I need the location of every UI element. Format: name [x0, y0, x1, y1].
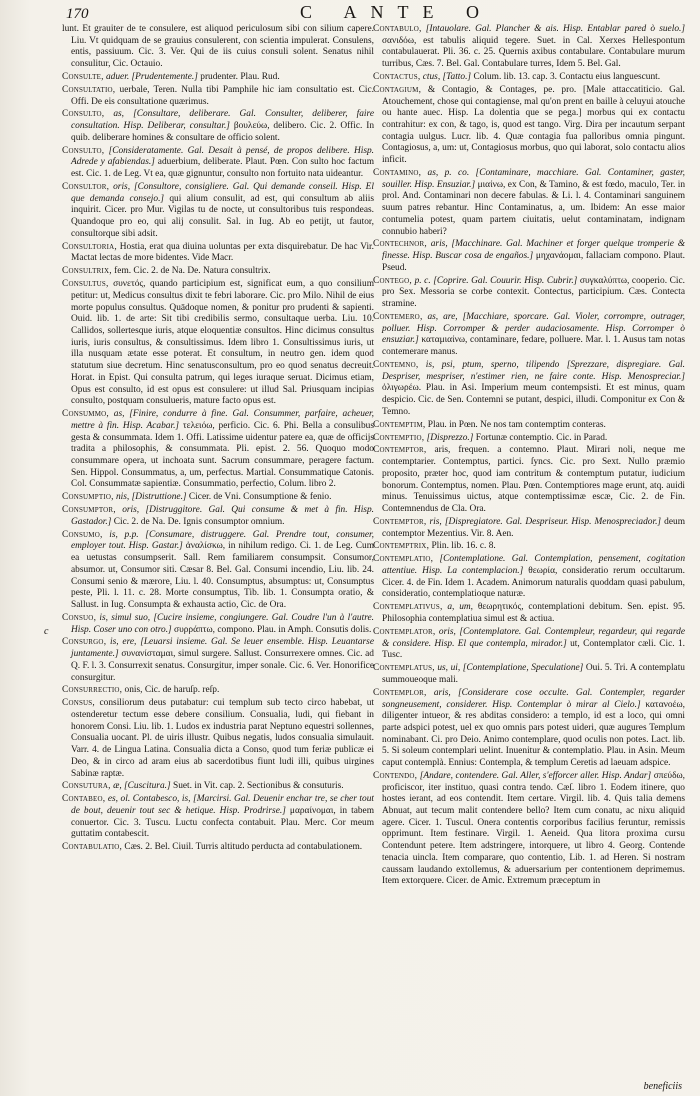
dictionary-entry [373, 663, 685, 686]
entry-translations: is, simul suo, [Cucire insieme, congiungere. Gal. Coudre l'un à l'autre. Hisp. Coser uno con otro.] [71, 612, 374, 635]
dictionary-entry [62, 72, 374, 84]
entry-body: Cic. 2. de Na. De. Ignis consumptor omnium. [113, 516, 285, 527]
entry-translations: [Andare, contendere. Gal. Aller, s'efforcer aller. Hisp. Andar] [419, 770, 652, 781]
entry-translations: es, ol. Contabesco, is, [Marcirsi. Gal. Deuenir enchar tre, se cher tout de bout, deuenir tout sec & hetique. Hisp. Prodrirse.] [71, 794, 374, 817]
entry-body: deum contemptor Mezentius. Vir. 8. Aen. [382, 516, 685, 539]
entry-translations: as, [Finire, condurre à fine. Gal. Consummer, parfaire, acheuer, mettre à fin. Hisp. Acabar.] [71, 409, 374, 431]
entry-headword: Consumo, [62, 529, 103, 540]
entry-body: σανιδόω, est tabulis aliquid tegere. Suet. in Cal. Xerxes Hellespontum contabulauerat. Pli. 36. c. 25. Quernis axibus contabulare. Contabulare murum turribus, Cæs. 7. Bel. Gal. Contabulare turres, Idem 5. Bel. Gal. [382, 35, 685, 70]
entry-headword: Contamino, [373, 168, 422, 178]
dictionary-entry [373, 85, 685, 167]
entry-body: Cicer. de Vni. Consumptione & fenio. [188, 492, 332, 503]
entry-translations: p. c. [Coprire. Gal. Couurir. Hisp. Cubrir.] [414, 275, 578, 286]
entry-headword: Consultrix, [62, 266, 112, 277]
dictionary-entry [62, 266, 374, 278]
entry-headword: Contemno, [373, 360, 419, 370]
entry-body: onis, Cic. de haruſp. reſp. [124, 685, 220, 696]
entry-body: uerbale, Teren. Nulla tibi Pamphile hic iam consultatio est. Cic. Offi. De eis consultatione quærimus. [71, 84, 374, 107]
entry-body: συγκαλύπτω, cooperio. Cic. pro Sex. Messoria se corbe contexit. Contectus, participium. Cæs. Contecta stramine. [382, 275, 685, 310]
entry-translations: as, are, [Macchiare, sporcare. Gal. Violer, corrompre, outrager, polluer. Hisp. Corromper & perder audaciosamente. Hisp. Corromper ò ensuziar.] [382, 312, 685, 346]
dictionary-entry [62, 279, 374, 408]
dictionary-entry [62, 794, 374, 841]
entry-body: μιαίνω, ex Con, & Tamino, & est fœdo, maculo, Ter. in prol. And. Contaminari non decere fabulas. & Li. l. 4. Contaminari sanguinem suum patres rebantur. Hinc Contaminatus, a, um. Ibidem: An esse maior contumelia potest, quam partem ciuitatis, uelut contaminatam, indignam connubio haberi? [382, 179, 685, 237]
dictionary-entry [62, 492, 374, 504]
entry-headword: Consumptor, [62, 505, 116, 516]
entry-body: prudenter. Plau. Rud. [200, 72, 280, 82]
entry-translations: is, psi, ptum, sperno, tilipendo [Sprezzare, dispregiare. Gal. Despriser, mespriser, n'estimer rien, ne faire conte. Hisp. Menospreciar.] [382, 360, 685, 382]
dictionary-entry [373, 239, 685, 274]
page-header [0, 2, 700, 24]
dictionary-entry [62, 613, 374, 636]
entry-translations: is, p.p. [Consumare, distruggere. Gal. Prendre tout, consumer, employer tout. Hisp. Gastar.] [71, 529, 374, 552]
dictionary-entry [62, 637, 374, 684]
dictionary-entry [62, 505, 374, 528]
entry-headword: Consultor, [62, 182, 110, 193]
dictionary-entry [62, 842, 374, 854]
entry-translations: oris, [Contemplatore. Gal. Contempleur, regardeur, qui regarde & considere. Hisp. El que contempla, mirador.] [382, 626, 685, 649]
entry-body: ὀλιγωρέω. Plau. in Asi. Imperium meum contempsisti. Et est minus, quam despicio. Cic. de Sen. Contemni se putant, despici, illudi. Componitur ex Con & Temno. [382, 383, 685, 417]
entry-translations: ris, [Dispregiatore. Gal. Despriseur. Hisp. Menospreciador.] [429, 516, 662, 527]
entry-translations: aris, [Considerare cose occulte. Gal. Contempler, regarder songneusement, considerer. Hisp. Contemplar ò mirar al Cielo.] [382, 687, 685, 710]
entry-body: consiliorum deus putabatur: cui templum sub tecto circo habebat, ut ostenderetur tectum esse debere consilium. Consualia, ludi, qui fiebant in honorem Consi. Liu. lib. 1. Ludos ex industria parat Neptuno equestri sollennes, Consualia uocant. Pl. de uiris illustr. Quibus negatis, ludos consualia simulauit. Varr. 4. de Lingua Latina. Consualia dicta a Conso, quod tum feriæ publicæ ei Deo, & in circo ad aram eius ab sacerdotibus fiunt ludi illi, quibus uirgines Sabinæ raptæ. [71, 698, 374, 779]
entry-headword: Consultus, [62, 279, 109, 290]
entry-body: Plau. in Pœn. Ne nos tam contemptim conteras. [427, 419, 606, 430]
entry-body: qui alium consulit, ad est, qui consultum ab aliis inquirit. Cicer. pro Mur. Vigilas tu de nocte, ut consultoribus tuis respondeas. Quandoque pro eo, qui alij consulit. Sal. in Iug. Ab eo petijt, ut fautor, consultorque sibi adsit. [71, 193, 374, 239]
entry-headword: Consultatio, [62, 84, 116, 95]
entry-headword: Contemplator, [373, 626, 436, 637]
dictionary-entry [373, 627, 685, 662]
dictionary-entry [62, 698, 374, 780]
entry-translations: [Disprezzo.] [426, 432, 474, 443]
entry-translations: ctus, [Tatto.] [422, 72, 472, 82]
entry-headword: Contemptor, [373, 516, 427, 527]
entry-headword: Contagium, [373, 84, 422, 95]
dictionary-entry [62, 781, 374, 793]
right-column [373, 24, 685, 1074]
entry-translations: aduer. [Prudentemente.] [105, 72, 198, 82]
entry-translations: as, [Consultare, deliberare. Gal. Consulter, deliberer, faire consultation. Hisp. Deliberar, consultar.] [71, 109, 374, 132]
entry-headword: Consumptio, [62, 492, 114, 503]
entry-body: Fortunæ contemptio. Cic. in Parad. [475, 432, 608, 443]
entry-headword: Contemplatio, [373, 554, 434, 565]
entry-body: fem. Cic. 2. de Na. De. Natura consultrix. [114, 266, 271, 277]
dictionary-entry [373, 168, 685, 238]
entry-body: Oui. 5. Tri. A contemplatu summoueoque mali. [382, 663, 685, 685]
entry-translations: a, um, [447, 602, 473, 613]
dictionary-entry [62, 146, 374, 181]
dictionary-entry [62, 685, 374, 697]
entry-body: aduerbium, deliberate. Plaut. Pœn. Con sulto hoc factum est. Cic. 1. de Leg. Vt ea, quæ gignuntur, consulto non fortuito nata uideantur. [71, 157, 374, 180]
dictionary-entry [62, 85, 374, 108]
entry-headword: Contemptim, [373, 419, 426, 430]
entry-headword: Contemptio, [373, 432, 425, 443]
entry-body: βουλεύω, delibero. Cic. 2. Offic. In quib. deliberare homines & consultare de officio solent. [71, 121, 374, 143]
dictionary-entry [373, 602, 685, 625]
dictionary-entry [373, 312, 685, 359]
entry-body: ἀναλίσκω, in nihilum redigo. Ci. 1. de Leg. Cum ea uetustas consumpserit. Sall. Rem familiarem consumpsit. Consumor, absumor. ut, Consumor siti. Cæsar 8. Bel. Gal. Consumi incendio, Liu. lib. 24. Consumi senio & mærore, Liu. l. 40. Consumptus, absumptus: ut, Consumptus peste, Pli. l. 11. c. 28. Morte consumptus, Tib. lib. 1. Consumpta oratio, & Sallust. in Iug. Consumpta & exhausta actio, Cic. de Ora. [71, 541, 374, 610]
entry-body: ut, Contemplator cæli. Cic. 1. Tusc. [382, 638, 685, 661]
page-number: 170 [66, 6, 89, 22]
entry-body: μαραίνομαι, in tabem conuertor. Cic. 3. Tuscu. Luctu confecta contabuit. Plau. Merc. Cor meum guttatim contabescit. [71, 806, 374, 840]
entry-headword: Contego, [373, 275, 412, 286]
entry-headword: Consutura, [62, 781, 111, 792]
dictionary-entry [62, 530, 374, 612]
entry-body: Plin. lib. 16. c. 8. [431, 541, 496, 552]
entry-translations: nis, [Distruttione.] [115, 492, 187, 503]
entry-headword: Contemplativus, [373, 602, 443, 613]
entry-headword: Contactus, [373, 72, 421, 82]
entry-headword: Contemero, [373, 312, 423, 322]
entry-body: lunt. Et grauiter de te consulere, est aliquod periculosum sibi con silium capere. Liu. Vt quidquam de se grauius consulerent, con scientia impulerat. Consulens, entis, passiuum. Cic. 3. Ver. Qui de iis cuius consuli solent. Senatus nihil consulitur, Cic. Octauio. [62, 24, 374, 70]
entry-body: Colum. lib. 13. cap. 3. Contactu eius languescunt. [473, 72, 661, 82]
entry-headword: Contemptor, [373, 445, 427, 456]
entry-body: aris, frequen. a contemno. Plaut. Mirari noli, neque me contemptarier. Contemptus, partici. ſyncs. Cic. pro Sext. Nullo præmio proposito, præter hoc, quod iam contritum & contemptum putatur, iudicium bonorum. Contemptus, nomen. Plau. Pœn. Contemptiores mage erunt, atq. auidi minus. Tenuissimus uictus, atque contemptissimæ escæ, Cic. 2. de Fin. Contemnendus de Cla. Ora. [382, 445, 685, 514]
entry-body: συνετός, quando participium est, significat eum, a quo consilium petitur: ut, Medicus consultus dixit te febri laborare. Cic. pro Milo. Nihil de eius morte populus consultus. Quādoque nomen, & ponitur pro prudenti & sapienti. Ouid. lib. 1. de arte: Sit tibi credibilis sermo, consultaque uerba. Liu. 10. Callidos, sollertesque iuris, atque eloquentiæ consultos. Hinc dicimus consultus iuris, iuris consultus, & consultissimus. Idem libro 1. Consultissimus iuris, ut illa nusquam ætate esse poterat. Et consultum, in neutro gen. idem quod statutum siue decretum. Hinc senatusconsultum, pro eo quod senatus decreuit. Horat. in Epist. Qui consulta patrum, qui leges iuraque seruat. Dicimus etiam, Opus est consulto, id est opus est consulere: ut illud Sal. Priusquam incipias consulto, postquam consulueris, mature facto opus est. [71, 279, 374, 407]
entry-headword: Contendo, [373, 770, 418, 781]
dictionary-entry [62, 109, 374, 144]
entry-body: μηχανάομαι, fallaciam compono. Plaut. Pseud. [382, 251, 685, 273]
entry-body: & Contagio, & Contages, pe. pro. [Male attaccatiticio. Gal. Atouchement, chose qui contagiense, mal qu'on prent en baille à celuyui atouche ou hante auec. Hisp. La dolentia que se pega.] morbus qui ex contactu contrahitur: ex con, & tago, is, quod est tango. Virg. Dira per incautum serpant contagia uulgus. Lucr. lib. 4. Quæ contagia fua palloribus omnia pingunt. Contagiosus, a, um: ut, Contagiosus morbus, quo qui laborat, solo contactu alios inficit. [382, 84, 685, 166]
entry-translations: æ, [Cuscitura.] [113, 781, 171, 792]
entry-headword: Consulte, [62, 72, 104, 82]
dictionary-entry [373, 688, 685, 770]
dictionary-entry [62, 242, 374, 265]
entry-translations: oris, [Consultore, consigliere. Gal. Qui demande conseil. Hisp. El que demanda consejo.] [71, 182, 374, 204]
entry-translations: [Contemplatione. Gal. Contemplation, pensement, cogitation attentiue. Hisp. La contemplacion.] [382, 554, 685, 577]
entry-headword: Consulto, [62, 145, 105, 156]
entry-translations: [Intauolare. Gal. Plancher & ais. Hisp. Entablar pared ò suelo.] [425, 24, 685, 34]
entry-headword: Consus, [62, 698, 95, 709]
dictionary-entry [373, 433, 685, 445]
entry-headword: Contechnor, [373, 239, 427, 250]
entry-body: καταμιαίνω, contaminare, fedare, polluere. Mar. l. 1. Ausus tam notas contemerare manus. [382, 335, 685, 358]
dictionary-entry [373, 554, 685, 601]
entry-translations: oris, [Distruggitore. Gal. Qui consume & met à fin. Hisp. Gastador.] [71, 505, 374, 527]
entry-body: θεωρία, consideratio rerum occultarum. Cicer. 4. de Fin. Idem 1. Academ. Animorum naturalis quoddam quasi pabulum, consideratio, contemplatioque naturæ. [382, 566, 685, 600]
entry-translations: as, p. co. [Contaminare, macchiare. Gal. Contaminer, gaster, souiller. Hisp. Ensuziar.] [382, 168, 685, 190]
catchword: beneficiis [643, 1081, 682, 1092]
dictionary-entry [373, 771, 685, 888]
left-column [62, 24, 374, 1074]
dictionary-entry [62, 182, 374, 241]
entry-body: κατανοέω, diligenter intueor, & res abditas considero: a templo, id est a loco, qui omni parte adspici potest, uel ex quo omnis pars potest uideri, quæ augures Templum nominabant. Ci. pro Deio. Animo contemplare, quod oculis non potes. Lact. lib. 5. Si soleum contemplari uelint. Inuenitur & contemplatio. Plau. in Asin. Meum caput contemplà. Ennius: Contempla, & templum Ceretis ad laeuam adspice. [382, 699, 685, 769]
dictionary-entry [62, 409, 374, 491]
entry-headword: Consummo, [62, 409, 109, 420]
entry-body: Cæs. 2. Bel. Ciuil. Turris altitudo perducta ad contabulationem. [124, 842, 363, 853]
entry-headword: Consuo, [62, 612, 97, 623]
entry-body: Hostia, erat qua diuina uoluntas per exta disquirebatur. De hac Vir. Mactat lectas de more bidentes. Vide Macr. [71, 241, 374, 264]
entry-headword: Consurrectio, [62, 685, 123, 696]
dictionary-entry [373, 360, 685, 419]
dictionary-entry [373, 541, 685, 553]
entry-headword: Consurgo, [62, 637, 107, 648]
entry-body: συνανίσταμαι, simul surgere. Sallust. Consurrexere omnes. Cic. ad Q. F. l. 3. Consurrexit senatus. Consurgitur, imper sonale. Cic. 6. Ver. Honorifice consurgitur. [71, 649, 374, 683]
entry-headword: Contemplatus, [373, 663, 435, 674]
entry-body: συρράπτω, compono. Plau. in Amph. Consutis dolis. [174, 624, 372, 635]
dictionary-entry [373, 420, 685, 432]
dictionary-entry [373, 72, 685, 84]
running-head: C ANTE O [300, 2, 493, 22]
entry-headword: Contabulatio, [62, 842, 123, 853]
entry-body: Suet. in Vit. cap. 2. Sectionibus & consuturis. [172, 781, 344, 792]
entry-headword: Consultoria, [62, 241, 117, 252]
entry-headword: Contabeo, [62, 794, 106, 805]
dictionary-entry [373, 445, 685, 515]
entry-body: τελειόω, perficio. Cic. 6. Phi. Bella a consulibus gesta & consummata. Idem 1. Offi. Latissime uidentur patere ea, quæ de officijs tradita a philosophis, & consummata. Pli. epist. 2. 56. Quoquo modo consummare opera, ut inchoata sunt. Sacrum consummare, peragere factum. Sen. Hippol. Consummatus, a, um, perfectus. Martial. Consummatique Catonis. Col. Consummatæ sapientiæ. Consummatio, perfectio, Colum. libro 2. [71, 420, 374, 490]
entry-translations: aris, [Macchinare. Gal. Machiner et forger quelque tromperie & finesse. Hisp. Buscar cosa de engaños.] [382, 239, 685, 262]
dictionary-entry [373, 517, 685, 540]
entry-headword: Contemplor, [373, 687, 427, 698]
entry-headword: Contabulo, [373, 24, 422, 34]
dictionary-entry [373, 276, 685, 311]
margin-mark: c [44, 626, 49, 637]
dictionary-entry [373, 24, 685, 71]
entry-headword: Consulto, [62, 109, 105, 120]
entry-translations: is, ere, [Leuarsi insieme. Gal. Se leuer ensemble. Hisp. Leuantarse juntamente.] [71, 637, 374, 660]
entry-translations: [Consideratamente. Gal. Desait à pensé, de propos delibere. Hisp. Adrede y afabiendas.] [71, 145, 374, 168]
dictionary-entry [62, 24, 374, 71]
entry-body: σπεύδω, proficiscor, iter instituo, quasi contra tendo. Cæſ. libro 1. Eodem itinere, quo hostes ierant, ad eos contendit. Item certare. Virgil. lib. 4. Quis talia demens Abnuat, aut tecum malit contendere bello? Item cum conatu, ac nixu aliquid agere. Cicer. 1. Tuscul. Onera contentis corporibus facilius feruntur, remissis opprimunt. Item festinare. Virgil. 1. Aeneid. Qua litora proxima cursu Contendunt petere. Item adstringere, intorquere, ut libro 4. Georg. Contende tenacia uincla. Item comparare, quo contentio, Lib. 1. ad Heren. Si nostram caussam laudando extollemus, & aduersarium per contentionem deprimemus. Item extorquere. Cicer. de Amic. Extremum præceptum in [382, 770, 685, 887]
entry-body: θεωρητικός, contemplationi debitum. Sen. epist. 95. Philosophia contemplatiua simul est & actiua. [382, 602, 685, 625]
entry-translations: us, ui, [Contemplatione, Speculatione] [437, 663, 584, 674]
entry-headword: Contemptrix, [373, 541, 430, 552]
